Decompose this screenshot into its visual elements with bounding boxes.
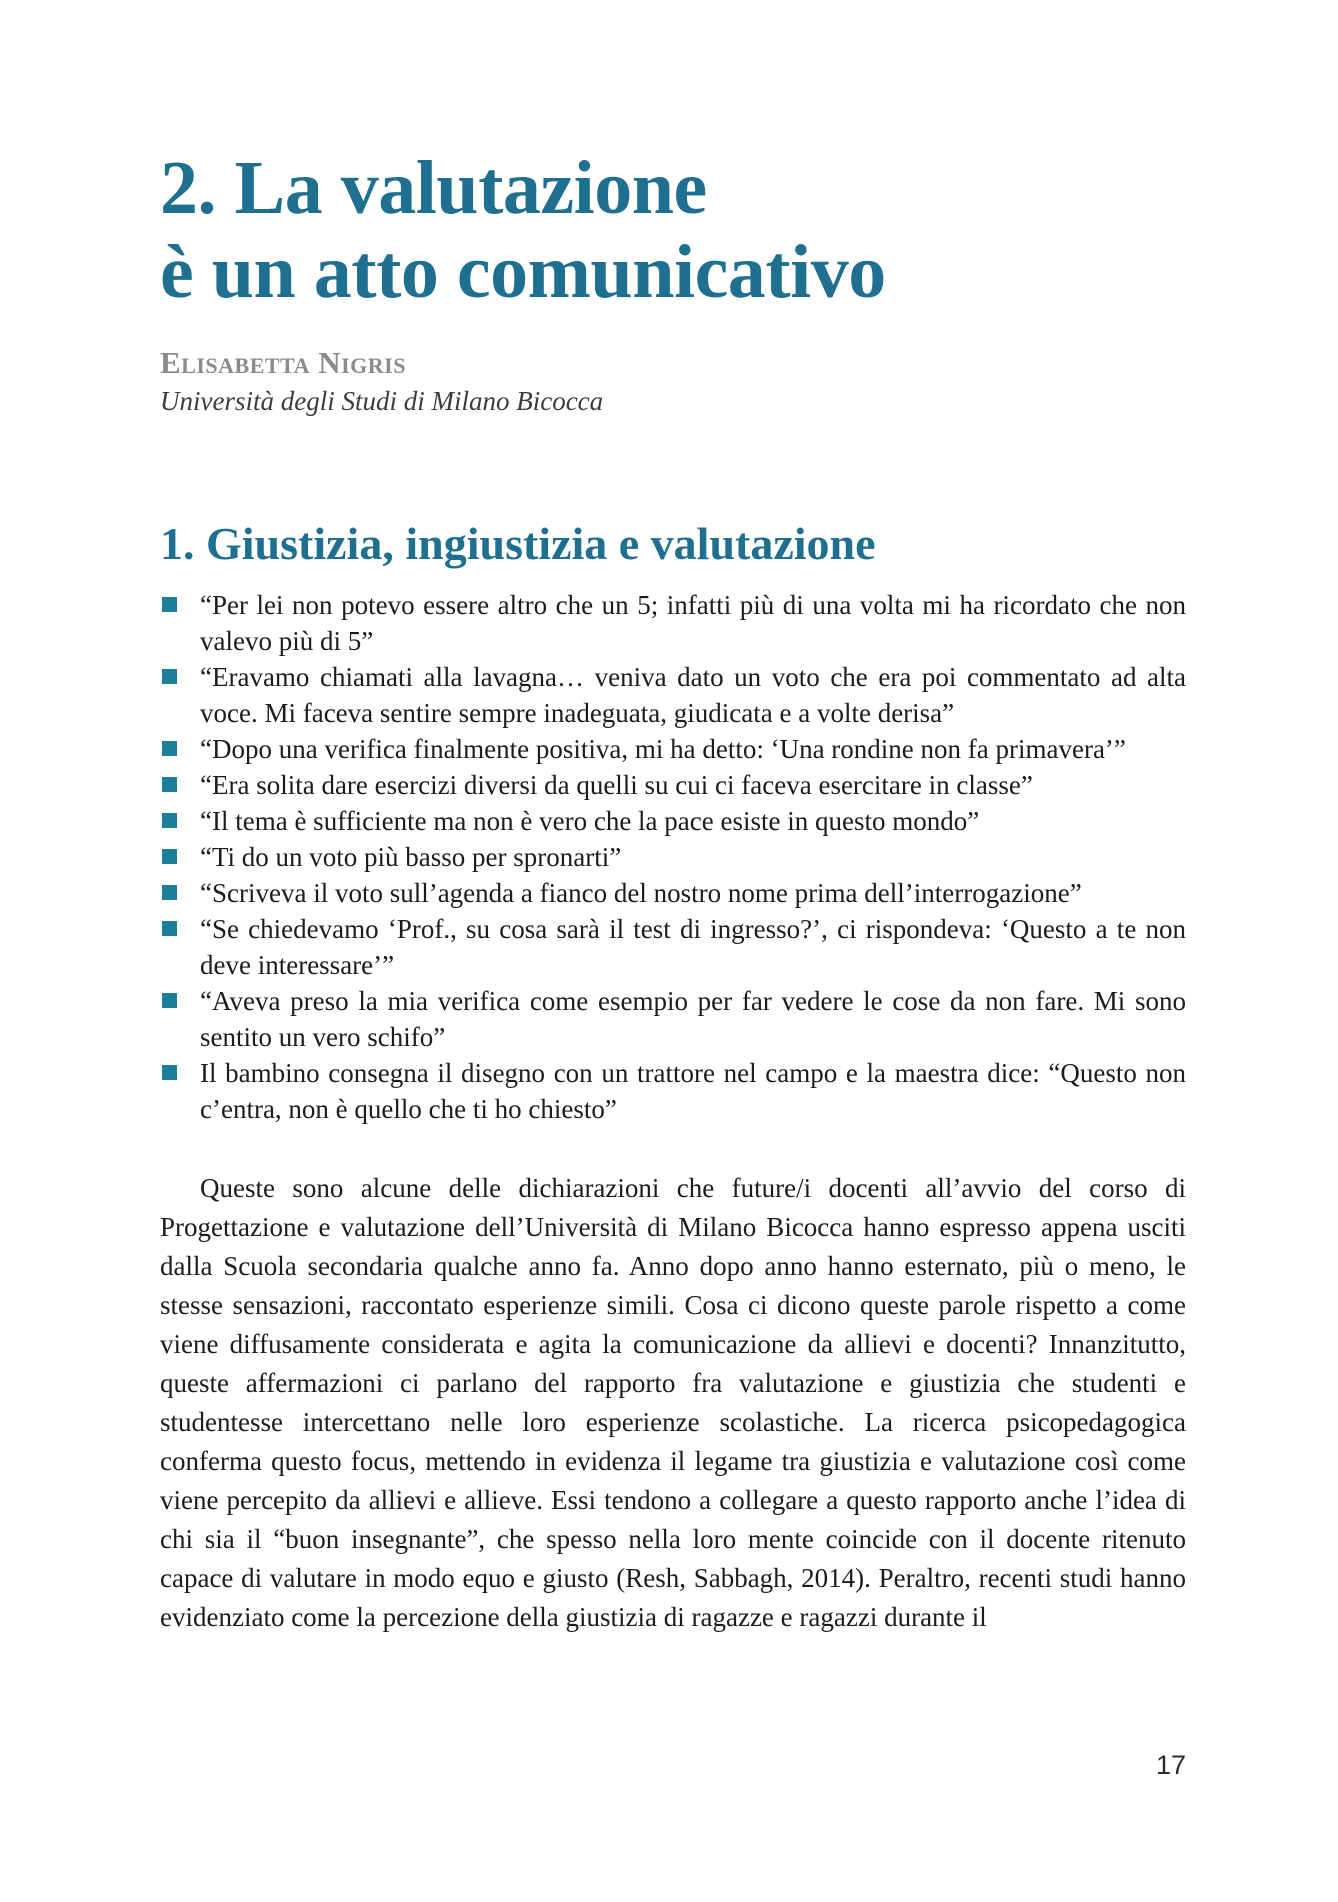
bullet-square-icon	[162, 921, 177, 936]
list-item	[160, 875, 1186, 911]
bullet-square-icon	[162, 669, 177, 684]
body-paragraph: Queste sono alcune delle dichiarazioni che future/i docenti all’avvio del corso di Progettazione e valutazione dell’Università di Milano Bicocca hanno espresso appena usciti dalla Scuola secondaria qualche anno fa. Anno dopo anno hanno esternato, più o meno, le stesse sensazioni, raccontato esperienze simili. Cosa ci dicono queste parole rispetto a come viene diffusamente considerata e agita la comunicazione da allievi e docenti? Innanzitutto, queste affermazioni ci parlano del rapporto fra valutazione e giustizia che studenti e studentesse intercettano nelle loro esperienze scolastiche. La ricerca psicopedagogica conferma questo focus, mettendo in evidenza il legame tra giustizia e valutazione così come viene percepito da allievi e allieve. Essi tendono a collegare a questo rapporto anche l’idea di chi sia il “buon insegnante”, che spesso nella loro mente coincide con il docente ritenuto capace di valutare in modo equo e giusto (Resh, Sabbagh, 2014). Peraltro, recenti studi hanno evidenziato come la percezione della giustizia di ragazze e ragazzi durante il	[160, 1173, 1186, 1632]
list-item-text: “Per lei non potevo essere altro che un 5; infatti più di una volta mi ha ricordato che non valevo più di 5”	[200, 590, 1186, 656]
chapter-title-line2: è un atto comunicativo	[160, 230, 886, 314]
bullet-square-icon	[162, 741, 177, 756]
list-item	[160, 659, 1186, 731]
list-item-text: “Scriveva il voto sull’agenda a fianco del nostro nome prima dell’interrogazione”	[200, 878, 1082, 908]
list-item-text: Il bambino consegna il disegno con un trattore nel campo e la maestra dice: “Questo non c’entra, non è quello che ti ho chiesto”	[200, 1058, 1186, 1124]
list-item	[160, 839, 1186, 875]
list-item-text: “Era solita dare esercizi diversi da quelli su cui ci faceva esercitare in classe”	[200, 770, 1033, 800]
list-item-text: “Dopo una verifica finalmente positiva, mi ha detto: ‘Una rondine non fa primavera’”	[200, 734, 1126, 764]
list-item-text: “Aveva preso la mia verifica come esempio per far vedere le cose da non fare. Mi sono sentito un vero schifo”	[200, 986, 1186, 1052]
bullet-square-icon	[162, 777, 177, 792]
text-column	[160, 0, 1186, 1637]
list-item	[160, 1055, 1186, 1127]
bullet-square-icon	[162, 993, 177, 1008]
bullet-square-icon	[162, 813, 177, 828]
author-name: Elisabetta Nigris	[160, 345, 406, 380]
list-item-text: “Ti do un voto più basso per spronarti”	[200, 842, 622, 872]
list-item	[160, 731, 1186, 767]
list-item	[160, 911, 1186, 983]
list-item	[160, 983, 1186, 1055]
bullet-square-icon	[162, 597, 177, 612]
chapter-title	[160, 0, 1186, 314]
bullet-square-icon	[162, 849, 177, 864]
list-item-text: “Eravamo chiamati alla lavagna… veniva dato un voto che era poi commentato ad alta voce. Mi faceva sentire sempre inadeguata, giudicata e a volte derisa”	[200, 662, 1186, 728]
list-item-text: “Il tema è sufficiente ma non è vero che la pace esiste in questo mondo”	[200, 806, 980, 836]
quote-list	[160, 587, 1186, 1127]
bullet-square-icon	[162, 1065, 177, 1080]
list-item	[160, 767, 1186, 803]
list-item	[160, 587, 1186, 659]
section-heading: 1. Giustizia, ingiustizia e valutazione	[160, 518, 876, 569]
chapter-title-line1: 2. La valutazione	[160, 146, 707, 230]
list-item-text: “Se chiedevamo ‘Prof., su cosa sarà il test di ingresso?’, ci rispondeva: ‘Questo a te non deve interessare’”	[200, 914, 1186, 980]
list-item	[160, 803, 1186, 839]
author-affiliation: Università degli Studi di Milano Bicocca	[160, 386, 604, 416]
bullet-square-icon	[162, 885, 177, 900]
page-number: 17	[1155, 1750, 1186, 1780]
